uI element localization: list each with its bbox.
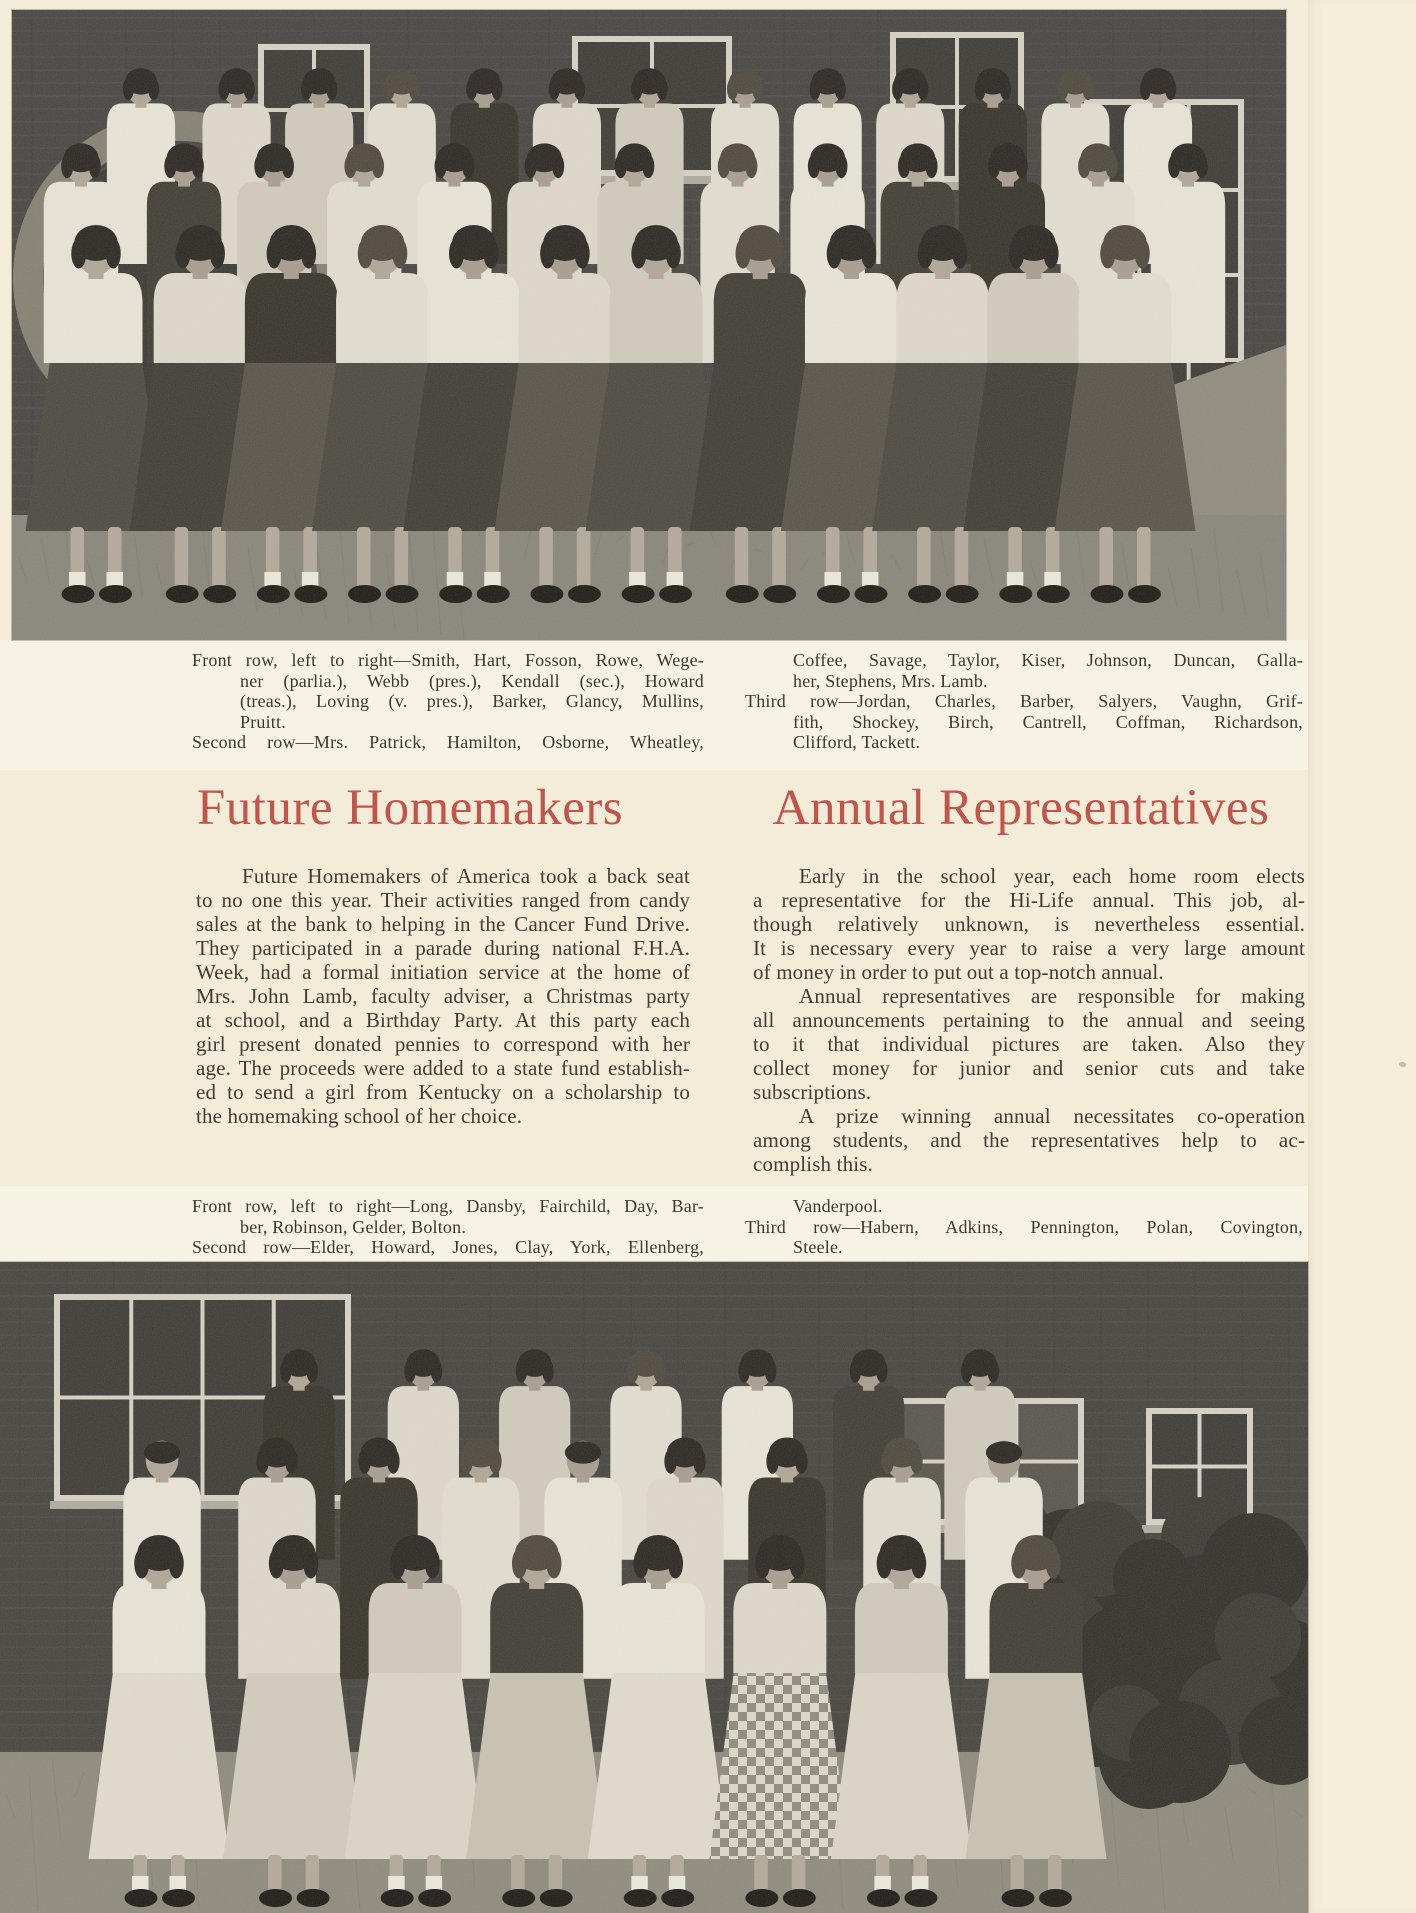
top-caption-right (745, 650, 1303, 753)
article-heading-future-homemakers: Future Homemakers (196, 780, 624, 836)
text-line: Pruitt. (240, 711, 286, 732)
bottom-caption-left (192, 1196, 704, 1258)
text-line: ed to send a girl from Kentucky on a scholarship to (196, 1080, 690, 1104)
text-line: to it that individual pictures are taken. Also they (753, 1032, 1305, 1056)
text-line: Front row, left to right—Smith, Hart, Fosson, Rowe, Wege- (192, 650, 704, 670)
text-line: the homemaking school of her choice. (196, 1104, 523, 1128)
text-line: collect money for junior and senior cuts and take (753, 1056, 1305, 1080)
text-line: A prize winning annual necessitates co-operation (799, 1104, 1305, 1128)
text-line: ner (parlia.), Webb (pres.), Kendall (sec.), Howard (240, 670, 704, 691)
text-line: It is necessary every year to raise a very large amount (753, 936, 1305, 960)
article-body-right (753, 864, 1305, 1176)
text-line: age. The proceeds were added to a state fund establish- (196, 1056, 690, 1080)
text-line: sales at the bank to helping in the Cancer Fund Drive. (196, 912, 690, 936)
text-line: all announcements pertaining to the annual and seeing (753, 1008, 1305, 1032)
top-group-photo (12, 10, 1286, 640)
text-line: Coffee, Savage, Taylor, Kiser, Johnson, Duncan, Galla- (793, 650, 1303, 670)
text-line: Clifford, Tackett. (793, 732, 921, 752)
text-line: to no one this year. Their activities ranged from candy (196, 888, 690, 912)
text-line: Week, had a formal initiation service at the home of (196, 960, 690, 984)
text-line: her, Stephens, Mrs. Lamb. (793, 670, 988, 691)
bottom-group-photo-illustration (0, 1262, 1308, 1913)
text-line: Second row—Mrs. Patrick, Hamilton, Osborne, Wheatley, (192, 732, 704, 752)
bottom-group-photo (0, 1262, 1308, 1913)
text-line: at school, and a Birthday Party. At this party each (196, 1008, 690, 1032)
text-line: Vanderpool. (793, 1196, 883, 1216)
article-heading-annual-representatives: Annual Representatives (772, 780, 1270, 836)
text-line: Second row—Elder, Howard, Jones, Clay, York, Ellenberg, (192, 1237, 704, 1257)
text-line: Future Homemakers of America took a back seat (242, 864, 690, 888)
text-line: though relatively unknown, is nevertheless essential. (753, 912, 1305, 936)
text-line: Mrs. John Lamb, faculty adviser, a Christmas party (196, 984, 690, 1008)
page-edge-strip (1308, 0, 1416, 1913)
bottom-caption-right (745, 1196, 1303, 1258)
text-line: (treas.), Loving (v. pres.), Barker, Glancy, Mullins, (240, 691, 704, 711)
text-line: subscriptions. (753, 1080, 872, 1104)
text-line: Early in the school year, each home room elects (799, 864, 1305, 888)
article-body-left (196, 864, 690, 1128)
text-line: Front row, left to right—Long, Dansby, Fairchild, Day, Bar- (192, 1196, 704, 1216)
text-line: a representative for the Hi-Life annual. This job, al- (753, 888, 1305, 912)
text-line: complish this. (753, 1152, 873, 1176)
text-line: Annual representatives are responsible for making (799, 984, 1305, 1008)
text-line: of money in order to put out a top-notch annual. (753, 960, 1164, 984)
text-line: ber, Robinson, Gelder, Bolton. (240, 1216, 467, 1237)
text-line: Third row—Jordan, Charles, Barber, Salyers, Vaughn, Grif- (745, 691, 1303, 711)
top-caption-left (192, 650, 704, 753)
top-group-photo-illustration (12, 10, 1286, 640)
text-line: They participated in a parade during national F.H.A. (196, 936, 690, 960)
text-line: girl present donated pennies to correspond with her (196, 1032, 690, 1056)
text-line: Third row—Habern, Adkins, Pennington, Polan, Covington, (745, 1216, 1303, 1237)
text-line: among students, and the representatives help to ac- (753, 1128, 1305, 1152)
text-line: fith, Shockey, Birch, Cantrell, Coffman, Richardson, (793, 711, 1303, 732)
text-line: Steele. (793, 1237, 843, 1257)
